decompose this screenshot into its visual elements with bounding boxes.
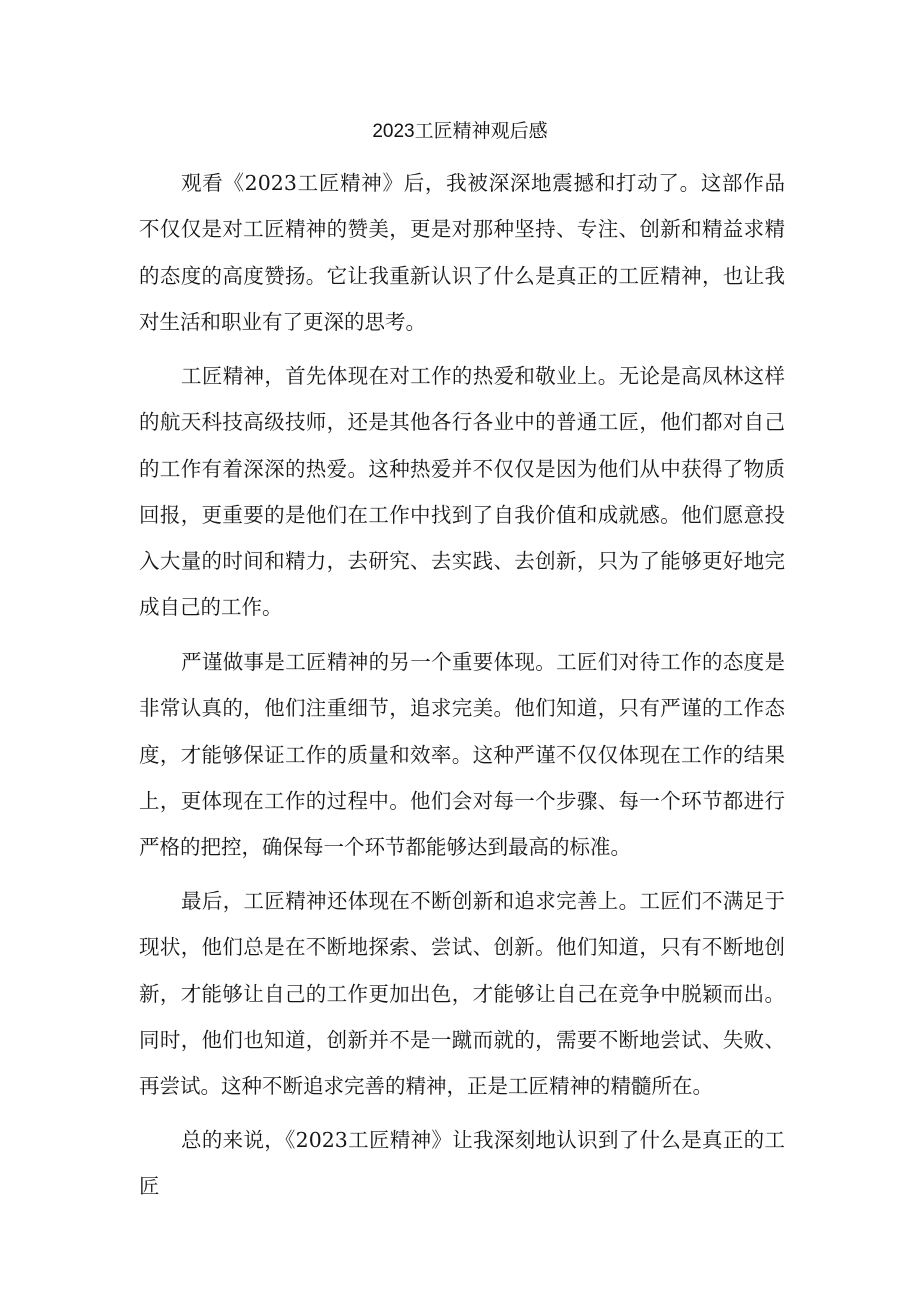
paragraph-4: 最后，工匠精神还体现在不断创新和追求完善上。工匠们不满足于现状，他们总是在不断地探索、尝试、创新。他们知道，只有不断地创新，才能够让自己的工作更加出色，才能够让自己在竞争中脱颖而出。同时，他们也知道，创新并不是一蹴而就的，需要不断地尝试、失败、再尝试。这种不断追求完善的精神，正是工匠精神的精髓所在。 [139,889,785,1099]
paragraph-2: 工匠精神，首先体现在对工作的热爱和敬业上。无论是高凤林这样的航天科技高级技师，还是其他各行各业中的普通工匠，他们都对自己的工作有着深深的热爱。这种热爱并不仅仅是因为他们从中获得了物质回报，更重要的是他们在工作中找到了自我价值和成就感。他们愿意投入大量的时间和精力，去研究、去实践、去创新，只为了能够更好地完成自己的工作。 [139,364,785,620]
paragraph-5: 总的来说，《2023工匠精神》让我深刻地认识到了什么是真正的工匠 [139,1128,785,1199]
paragraph-1: 观看《2023工匠精神》后，我被深深地震撼和打动了。这部作品不仅仅是对工匠精神的赞美，更是对那种坚持、专注、创新和精益求精的态度的高度赞扬。它让我重新认识了什么是真正的工匠精神，也让我对生活和职业有了更深的思考。 [139,171,785,334]
paragraph-3: 严谨做事是工匠精神的另一个重要体现。工匠们对待工作的态度是非常认真的，他们注重细节，追求完美。他们知道，只有严谨的工作态度，才能够保证工作的质量和效率。这种严谨不仅仅体现在工作的结果上，更体现在工作的过程中。他们会对每一个步骤、每一个环节都进行严格的把控，确保每一个环节都能够达到最高的标准。 [139,650,785,860]
document-title: 2023工匠精神观后感 [372,121,548,142]
